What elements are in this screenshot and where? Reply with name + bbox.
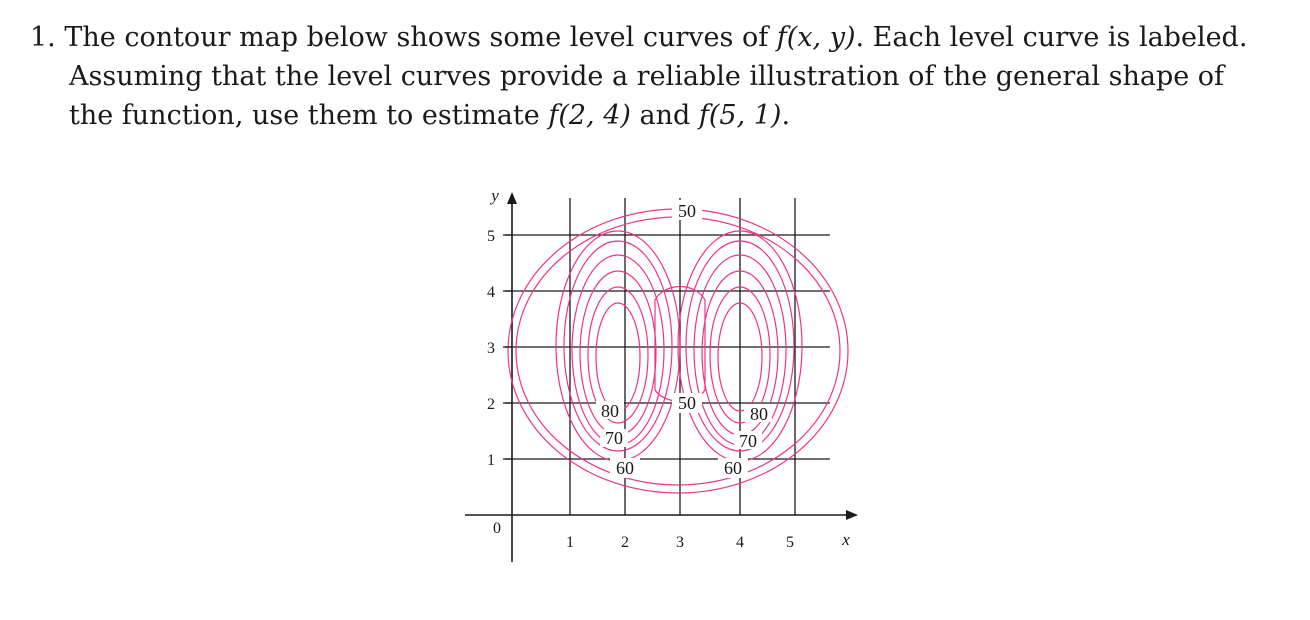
contour-left-80 [596, 303, 640, 411]
x-tick-labels [566, 534, 794, 551]
contour-label-50-center: 50 [678, 393, 696, 413]
problem-text-1a: The contour map below shows some level curves of [64, 22, 777, 53]
problem-number: 1. [30, 22, 56, 53]
x-tick-5: 5 [786, 534, 794, 551]
y-tick-labels [487, 228, 495, 469]
x-axis-arrow [846, 510, 858, 520]
y-tick-1: 1 [487, 452, 495, 469]
origin-label: 0 [493, 520, 501, 537]
contour-label-left-70: 70 [605, 428, 623, 448]
y-tick-3: 3 [487, 340, 495, 357]
contour-label-right-80: 80 [750, 404, 768, 424]
x-tick-3: 3 [676, 534, 684, 551]
problem-line-1 [30, 18, 1280, 57]
problem-text-1b: . Each level curve is labeled. [855, 22, 1248, 53]
axes [465, 200, 850, 562]
contour-label-left-80: 80 [601, 401, 619, 421]
contour-map-figure [455, 180, 875, 580]
grid-lines [505, 198, 830, 515]
function-notation: f(x, y) [776, 22, 856, 53]
contour-map [455, 180, 875, 580]
y-tick-marks [503, 235, 512, 459]
contour-label-50-top: 50 [678, 201, 696, 221]
y-axis-arrow [507, 192, 517, 204]
y-tick-5: 5 [487, 228, 495, 245]
contour-label-right-70: 70 [739, 431, 757, 451]
x-axis-label: x [842, 530, 850, 549]
contour-label-right-60: 60 [724, 458, 742, 478]
x-tick-2: 2 [621, 534, 629, 551]
problem-text-3b: and [630, 100, 699, 131]
estimate-point-2: f(5, 1) [698, 100, 782, 131]
estimate-point-1: f(2, 4) [548, 100, 631, 131]
problem-text-3a: the function, use them to estimate [69, 100, 549, 131]
problem-statement [30, 18, 1280, 135]
x-tick-4: 4 [736, 534, 744, 551]
contour-left-1 [556, 231, 680, 461]
y-axis-label: y [491, 186, 499, 205]
y-tick-2: 2 [487, 396, 495, 413]
x-tick-1: 1 [566, 534, 574, 551]
problem-line-3 [30, 96, 1280, 135]
contour-label-left-60: 60 [616, 458, 634, 478]
contour-curves [508, 209, 848, 493]
problem-line-2: Assuming that the level curves provide a reliable illustration of the general shape of [69, 61, 1225, 92]
problem-text-3c: . [781, 100, 791, 131]
y-tick-4: 4 [487, 284, 495, 301]
